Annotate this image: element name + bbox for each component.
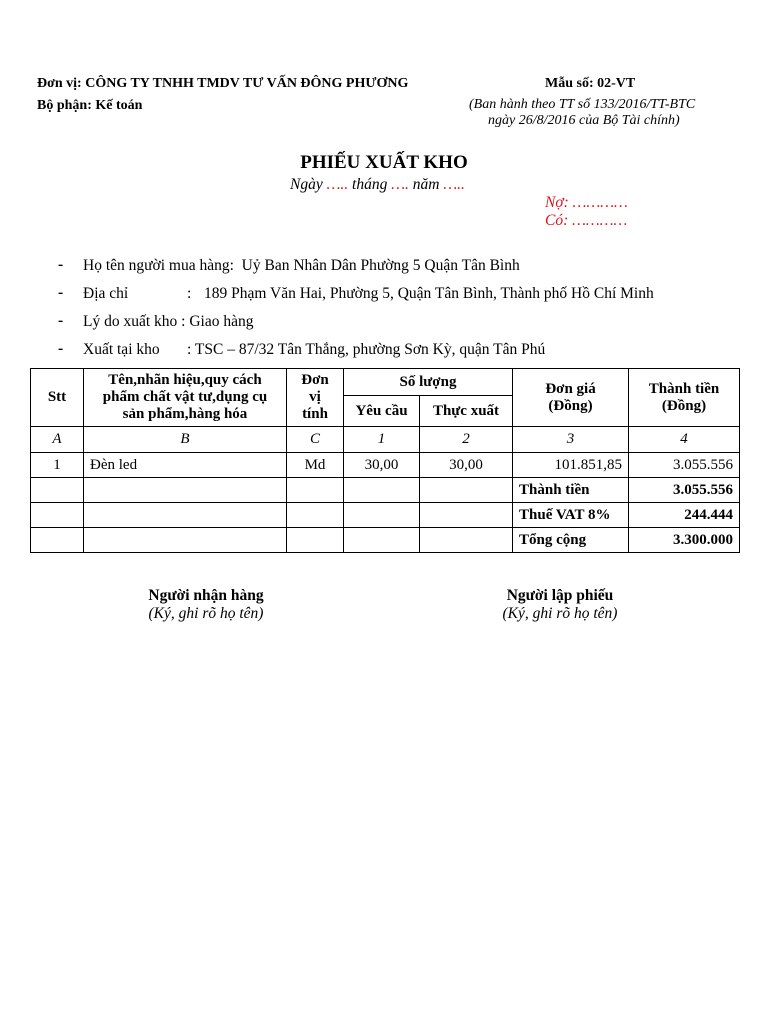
bullet-dash: - bbox=[58, 256, 64, 273]
vat-value: 244.444 bbox=[629, 503, 740, 528]
col-header-amount bbox=[629, 369, 740, 427]
subtotal-label: Thành tiền bbox=[513, 478, 629, 503]
document-title: PHIẾU XUẤT KHO bbox=[300, 152, 468, 173]
cell-requested: 30,00 bbox=[344, 453, 420, 478]
code-cell: C bbox=[287, 427, 344, 453]
department-line bbox=[37, 98, 142, 114]
address-label: Địa chỉ bbox=[83, 285, 129, 302]
cell-actual: 30,00 bbox=[420, 453, 513, 478]
code-cell: 1 bbox=[344, 427, 420, 453]
credit-dots: ………… bbox=[572, 212, 628, 229]
credit-label: Có: bbox=[545, 212, 569, 229]
date-year-dots: ….. bbox=[443, 176, 465, 193]
subtotal-value: 3.055.556 bbox=[629, 478, 740, 503]
debit-dots: ………… bbox=[572, 194, 628, 211]
col-header-requested: Yêu cầu bbox=[344, 396, 420, 427]
goods-table bbox=[30, 368, 740, 553]
debit-account bbox=[545, 194, 628, 212]
receiver-note: (Ký, ghi rõ họ tên) bbox=[148, 605, 264, 622]
cell-unit: Md bbox=[287, 453, 344, 478]
unit-label: Đơn vị: bbox=[37, 76, 82, 91]
preparer-title: Người lập phiếu bbox=[506, 587, 614, 604]
totals-row bbox=[31, 503, 740, 528]
col-header-price bbox=[513, 369, 629, 427]
cell-name: Đèn led bbox=[84, 453, 287, 478]
date-line bbox=[290, 176, 465, 194]
table-code-row bbox=[31, 427, 740, 453]
warehouse-value: : TSC – 87/32 Tân Thắng, phường Sơn Kỳ, quận Tân Phú bbox=[187, 341, 546, 358]
unit-line bbox=[37, 76, 408, 92]
bullet-dash: - bbox=[58, 312, 64, 329]
code-cell: A bbox=[31, 427, 84, 453]
bullet-dash: - bbox=[58, 284, 64, 301]
receiver-signature bbox=[76, 587, 336, 623]
vat-label: Thuế VAT 8% bbox=[513, 503, 629, 528]
debit-label: Nợ: bbox=[545, 194, 569, 211]
form-code: Mẫu số: 02-VT bbox=[545, 76, 636, 91]
buyer-line bbox=[83, 257, 520, 275]
grand-total-value: 3.300.000 bbox=[629, 528, 740, 553]
cell-amount: 3.055.556 bbox=[629, 453, 740, 478]
table-row bbox=[31, 453, 740, 478]
address-value: 189 Phạm Văn Hai, Phường 5, Quận Tân Bình, Thành phố Hồ Chí Minh bbox=[204, 285, 654, 302]
cell-stt: 1 bbox=[31, 453, 84, 478]
col-header-name-line: Tên,nhãn hiệu,quy cách bbox=[108, 372, 262, 388]
col-header-unit-line: vị bbox=[309, 389, 321, 405]
date-day-label: Ngày bbox=[290, 176, 323, 193]
buyer-label: Họ tên người mua hàng: bbox=[83, 257, 234, 274]
col-header-name bbox=[84, 369, 287, 427]
issued-note-line2: ngày 26/8/2016 của Bộ Tài chính) bbox=[488, 113, 680, 128]
col-header-quantity: Số lượng bbox=[344, 369, 513, 396]
credit-account bbox=[545, 212, 627, 230]
col-header-actual: Thực xuất bbox=[420, 396, 513, 427]
bullet-dash: - bbox=[58, 340, 64, 357]
col-header-unit bbox=[287, 369, 344, 427]
date-month-dots: …. bbox=[391, 176, 409, 193]
date-year-label: năm bbox=[412, 176, 440, 193]
col-header-amount-line: Thành tiền bbox=[648, 380, 720, 397]
department-value: Kế toán bbox=[95, 98, 143, 113]
date-day-dots: ….. bbox=[326, 176, 349, 193]
totals-row bbox=[31, 478, 740, 503]
col-header-unit-line: tính bbox=[302, 406, 328, 422]
date-month-label: tháng bbox=[352, 176, 388, 193]
col-header-amount-line: (Đồng) bbox=[661, 397, 707, 414]
preparer-signature bbox=[430, 587, 690, 623]
receiver-title: Người nhận hàng bbox=[148, 587, 264, 604]
col-header-unit-line: Đơn bbox=[301, 372, 329, 388]
buyer-value: Uỷ Ban Nhân Dân Phường 5 Quận Tân Bình bbox=[241, 257, 520, 274]
unit-value: CÔNG TY TNHH TMDV TƯ VẤN ĐÔNG PHƯƠNG bbox=[85, 76, 409, 91]
totals-row bbox=[31, 528, 740, 553]
col-header-name-line: sản phẩm,hàng hóa bbox=[122, 406, 248, 422]
cell-price: 101.851,85 bbox=[513, 453, 629, 478]
col-header-price-line: Đơn giá bbox=[545, 380, 596, 397]
code-cell: 2 bbox=[420, 427, 513, 453]
col-header-name-line: phẩm chất vật tư,dụng cụ bbox=[102, 389, 268, 405]
col-header-stt: Stt bbox=[31, 369, 84, 427]
issued-note-line1: (Ban hành theo TT số 133/2016/TT-BTC bbox=[469, 97, 696, 112]
code-cell: 3 bbox=[513, 427, 629, 453]
col-header-price-line: (Đồng) bbox=[548, 397, 593, 414]
table-header-row bbox=[31, 369, 740, 396]
grand-total-label: Tổng cộng bbox=[513, 528, 629, 553]
address-separator: : bbox=[187, 285, 192, 302]
department-label: Bộ phận: bbox=[37, 98, 92, 113]
preparer-note: (Ký, ghi rõ họ tên) bbox=[502, 605, 618, 622]
warehouse-label: Xuất tại kho bbox=[83, 341, 160, 358]
reason-line: Lý do xuất kho : Giao hàng bbox=[83, 313, 254, 330]
code-cell: B bbox=[84, 427, 287, 453]
code-cell: 4 bbox=[629, 427, 740, 453]
